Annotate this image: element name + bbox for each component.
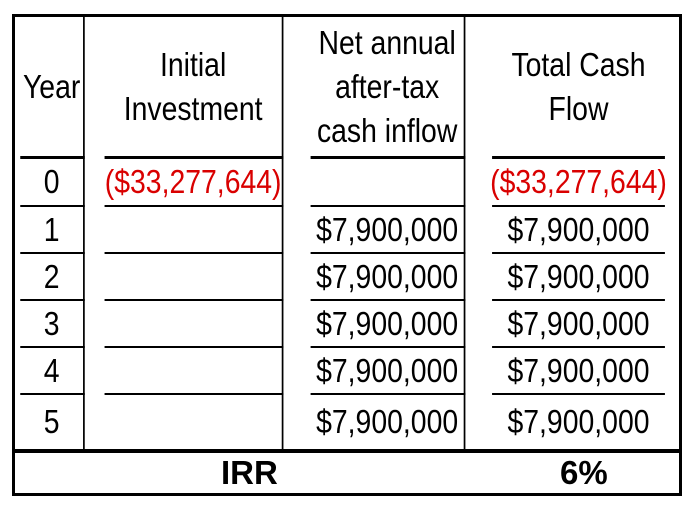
irr-value: 6% (560, 454, 608, 491)
table-cell-inflow: $7,900,000 (311, 395, 466, 449)
table-cell-total: $7,900,000 (492, 254, 665, 301)
header-inflow-line-3: cash inflow (316, 111, 458, 149)
irr-label: IRR (221, 454, 278, 491)
header-net-annual-inflow (311, 17, 466, 159)
header-initial-investment (105, 17, 284, 159)
table-cell-initial (105, 254, 284, 301)
header-total-line-1: Total Cash (511, 45, 646, 83)
cash-flow-table (12, 14, 682, 496)
header-year (20, 17, 85, 159)
table-grid (15, 17, 679, 449)
header-year-line-1: Year (22, 67, 81, 105)
table-cell-year: 1 (20, 207, 85, 254)
table-cell-inflow: $7,900,000 (311, 348, 466, 395)
table-cell-total: $7,900,000 (507, 403, 650, 440)
table-cell-year: 2 (20, 254, 85, 301)
table-cell-initial (105, 207, 284, 254)
header-inflow-line-2: after-tax (335, 67, 440, 105)
table-cell-total: $7,900,000 (492, 301, 665, 348)
table-cell-inflow: $7,900,000 (311, 254, 466, 301)
table-cell-total: $7,900,000 (492, 348, 665, 395)
table-cell-inflow: $7,900,000 (311, 207, 466, 254)
table-cell-initial: ($33,277,644) (105, 159, 284, 207)
table-cell-total: $7,900,000 (492, 207, 665, 254)
table-cell-year: 0 (20, 159, 85, 207)
table-cell-inflow: $7,900,000 (311, 301, 466, 348)
header-initial-line-2: Investment (123, 89, 263, 127)
table-cell-total: ($33,277,644) (492, 159, 665, 207)
header-initial-line-1: Initial (160, 45, 227, 83)
irr-row (15, 449, 679, 493)
header-total-cash-flow (492, 17, 665, 159)
table-cell-initial (105, 301, 284, 348)
header-inflow-line-1: Net annual (318, 23, 456, 61)
table-cell-year: 5 (20, 395, 85, 449)
table-cell-initial (105, 348, 284, 395)
table-cell-inflow (311, 159, 466, 207)
table-cell-year: 4 (20, 348, 85, 395)
table-cell-year: 3 (20, 301, 85, 348)
table-cell-initial (105, 395, 284, 449)
header-total-line-2: Flow (548, 89, 609, 127)
